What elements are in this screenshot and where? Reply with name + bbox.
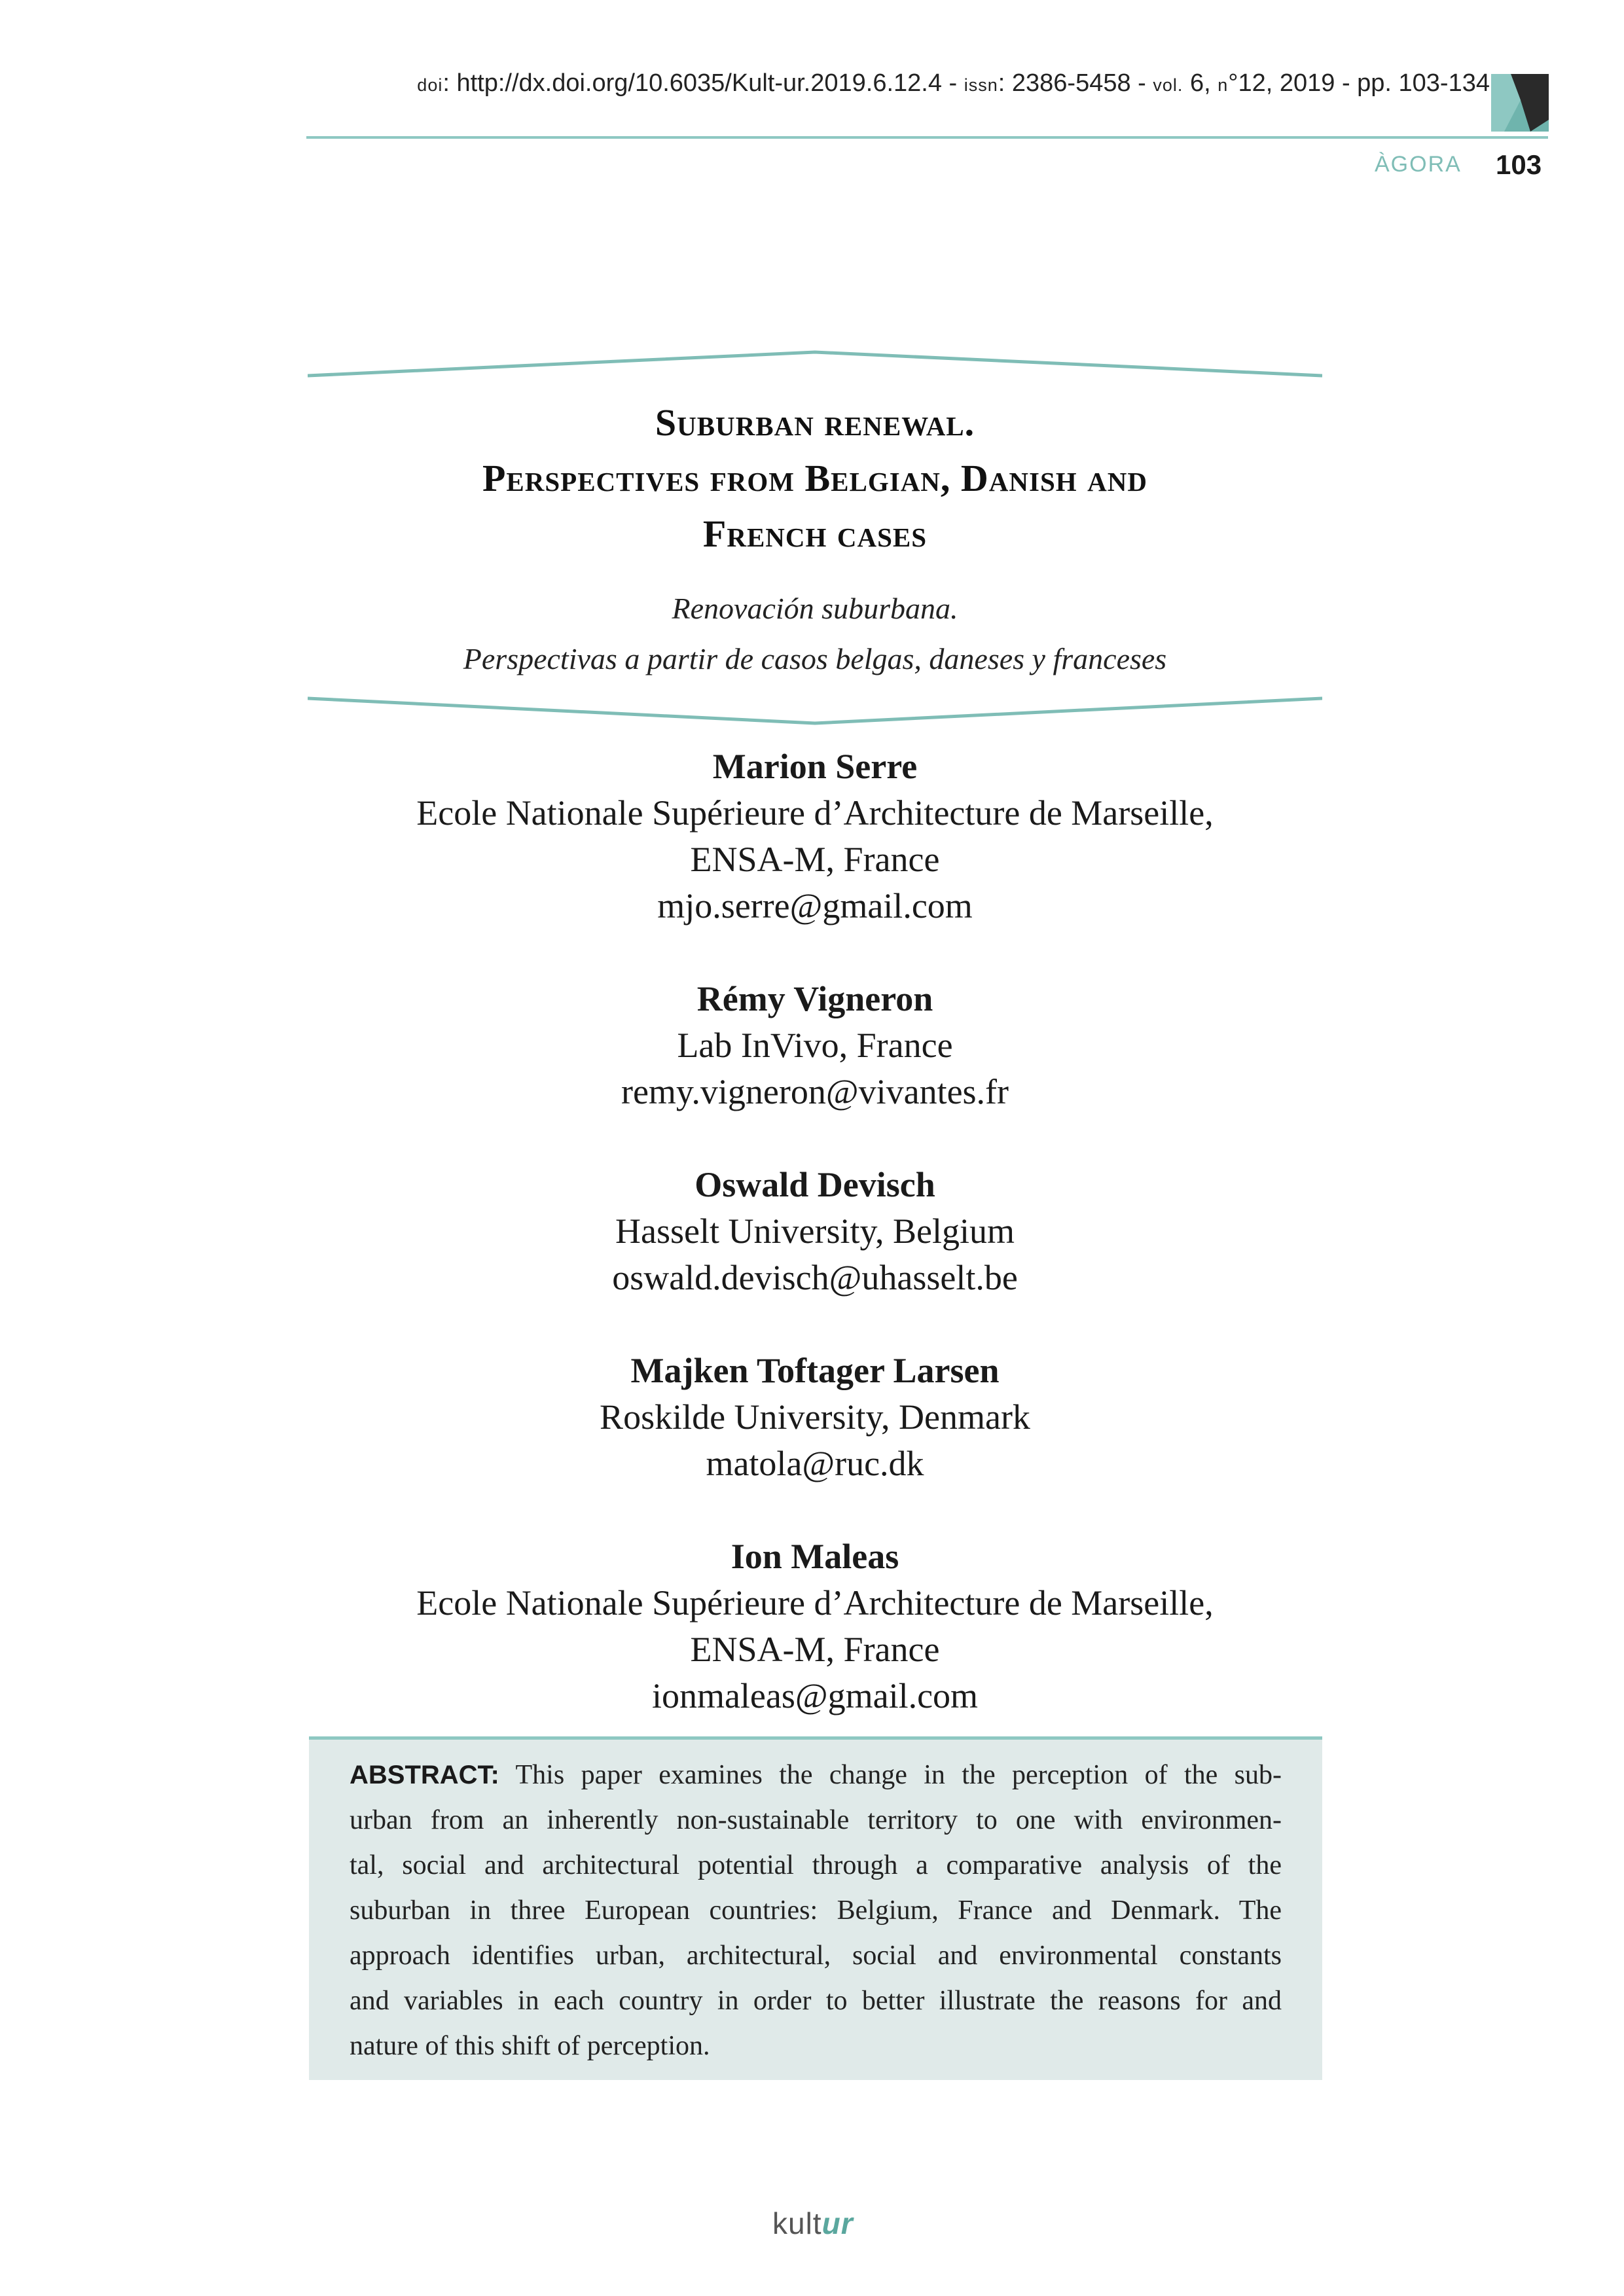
abstract-line: approach identifies urban, architectural, social and environmental constants xyxy=(350,1941,1282,1971)
abstract-line: nature of this shift of perception. xyxy=(350,2031,710,2061)
article-title-line: Perspectives from Belgian, Danish and xyxy=(482,457,1147,499)
author-affiliation: Ecole Nationale Supérieure d’Architecture de Marseille, xyxy=(416,793,1214,833)
abstract-line: and variables in each country in order to better illustrate the reasons for and xyxy=(350,1986,1282,2016)
running-header xyxy=(306,69,1490,98)
doi-value: : http://dx.doi.org/10.6035/Kult-ur.2019.6.12.4 - xyxy=(442,69,964,97)
article-title-line: Suburban renewal. xyxy=(655,401,975,444)
abstract-box xyxy=(309,1736,1322,2080)
author-email: remy.vigneron@vivantes.fr xyxy=(621,1072,1009,1111)
author-name: Majken Toftager Larsen xyxy=(630,1351,1000,1390)
article-subtitle-line: Renovación suburbana. xyxy=(672,592,958,625)
author-name: Ion Maleas xyxy=(731,1537,899,1576)
brand-main: kult xyxy=(772,2206,822,2240)
author-name: Rémy Vigneron xyxy=(696,979,933,1018)
author-name: Marion Serre xyxy=(712,747,918,786)
author-affiliation: Lab InVivo, France xyxy=(677,1026,953,1065)
title-bottom-ornament xyxy=(308,691,1322,730)
number-label: n xyxy=(1218,75,1229,95)
vol-value: 6, xyxy=(1183,69,1218,97)
number-value: °12, 2019 - pp. 103-134 xyxy=(1228,69,1490,97)
article-title-line: French cases xyxy=(702,512,928,555)
author-email: ionmaleas@gmail.com xyxy=(651,1676,979,1715)
abstract-text: This paper examines the change in the perception of the sub- xyxy=(515,1760,1282,1790)
author-email: matola@ruc.dk xyxy=(706,1444,924,1483)
abstract-line xyxy=(350,1759,1282,1791)
doi-label: doi xyxy=(417,75,443,95)
author-affiliation: ENSA-M, France xyxy=(690,840,940,879)
vol-label: vol. xyxy=(1153,75,1183,95)
journal-logo-icon xyxy=(1491,74,1549,132)
issn-value: : 2386-5458 - xyxy=(998,69,1153,97)
article-subtitle-line: Perspectivas a partir de casos belgas, daneses y franceses xyxy=(463,642,1167,675)
abstract-line: tal, social and architectural potential through a comparative analysis of the xyxy=(350,1850,1282,1880)
author-affiliation: Hasselt University, Belgium xyxy=(615,1211,1015,1251)
issn-label: issn xyxy=(964,75,998,95)
author-affiliation: Ecole Nationale Supérieure d’Architecture de Marseille, xyxy=(416,1583,1214,1623)
abstract-line: urban from an inherently non-sustainable territory to one with environmen- xyxy=(350,1805,1282,1835)
author-affiliation: Roskilde University, Denmark xyxy=(600,1397,1030,1437)
abstract-label: ABSTRACT: xyxy=(350,1761,499,1789)
title-top-ornament xyxy=(308,346,1322,378)
section-label: ÀGORA xyxy=(1375,152,1462,177)
author-affiliation: ENSA-M, France xyxy=(690,1630,940,1669)
header-divider xyxy=(306,136,1548,139)
author-name: Oswald Devisch xyxy=(695,1165,935,1204)
author-email: oswald.devisch@uhasselt.be xyxy=(612,1258,1018,1297)
page-number: 103 xyxy=(1496,149,1542,180)
brand-accent: ur xyxy=(821,2206,854,2240)
author-email: mjo.serre@gmail.com xyxy=(657,886,973,925)
journal-brand-footer xyxy=(772,2206,854,2241)
abstract-line: suburban in three European countries: Belgium, France and Denmark. The xyxy=(350,1895,1282,1926)
